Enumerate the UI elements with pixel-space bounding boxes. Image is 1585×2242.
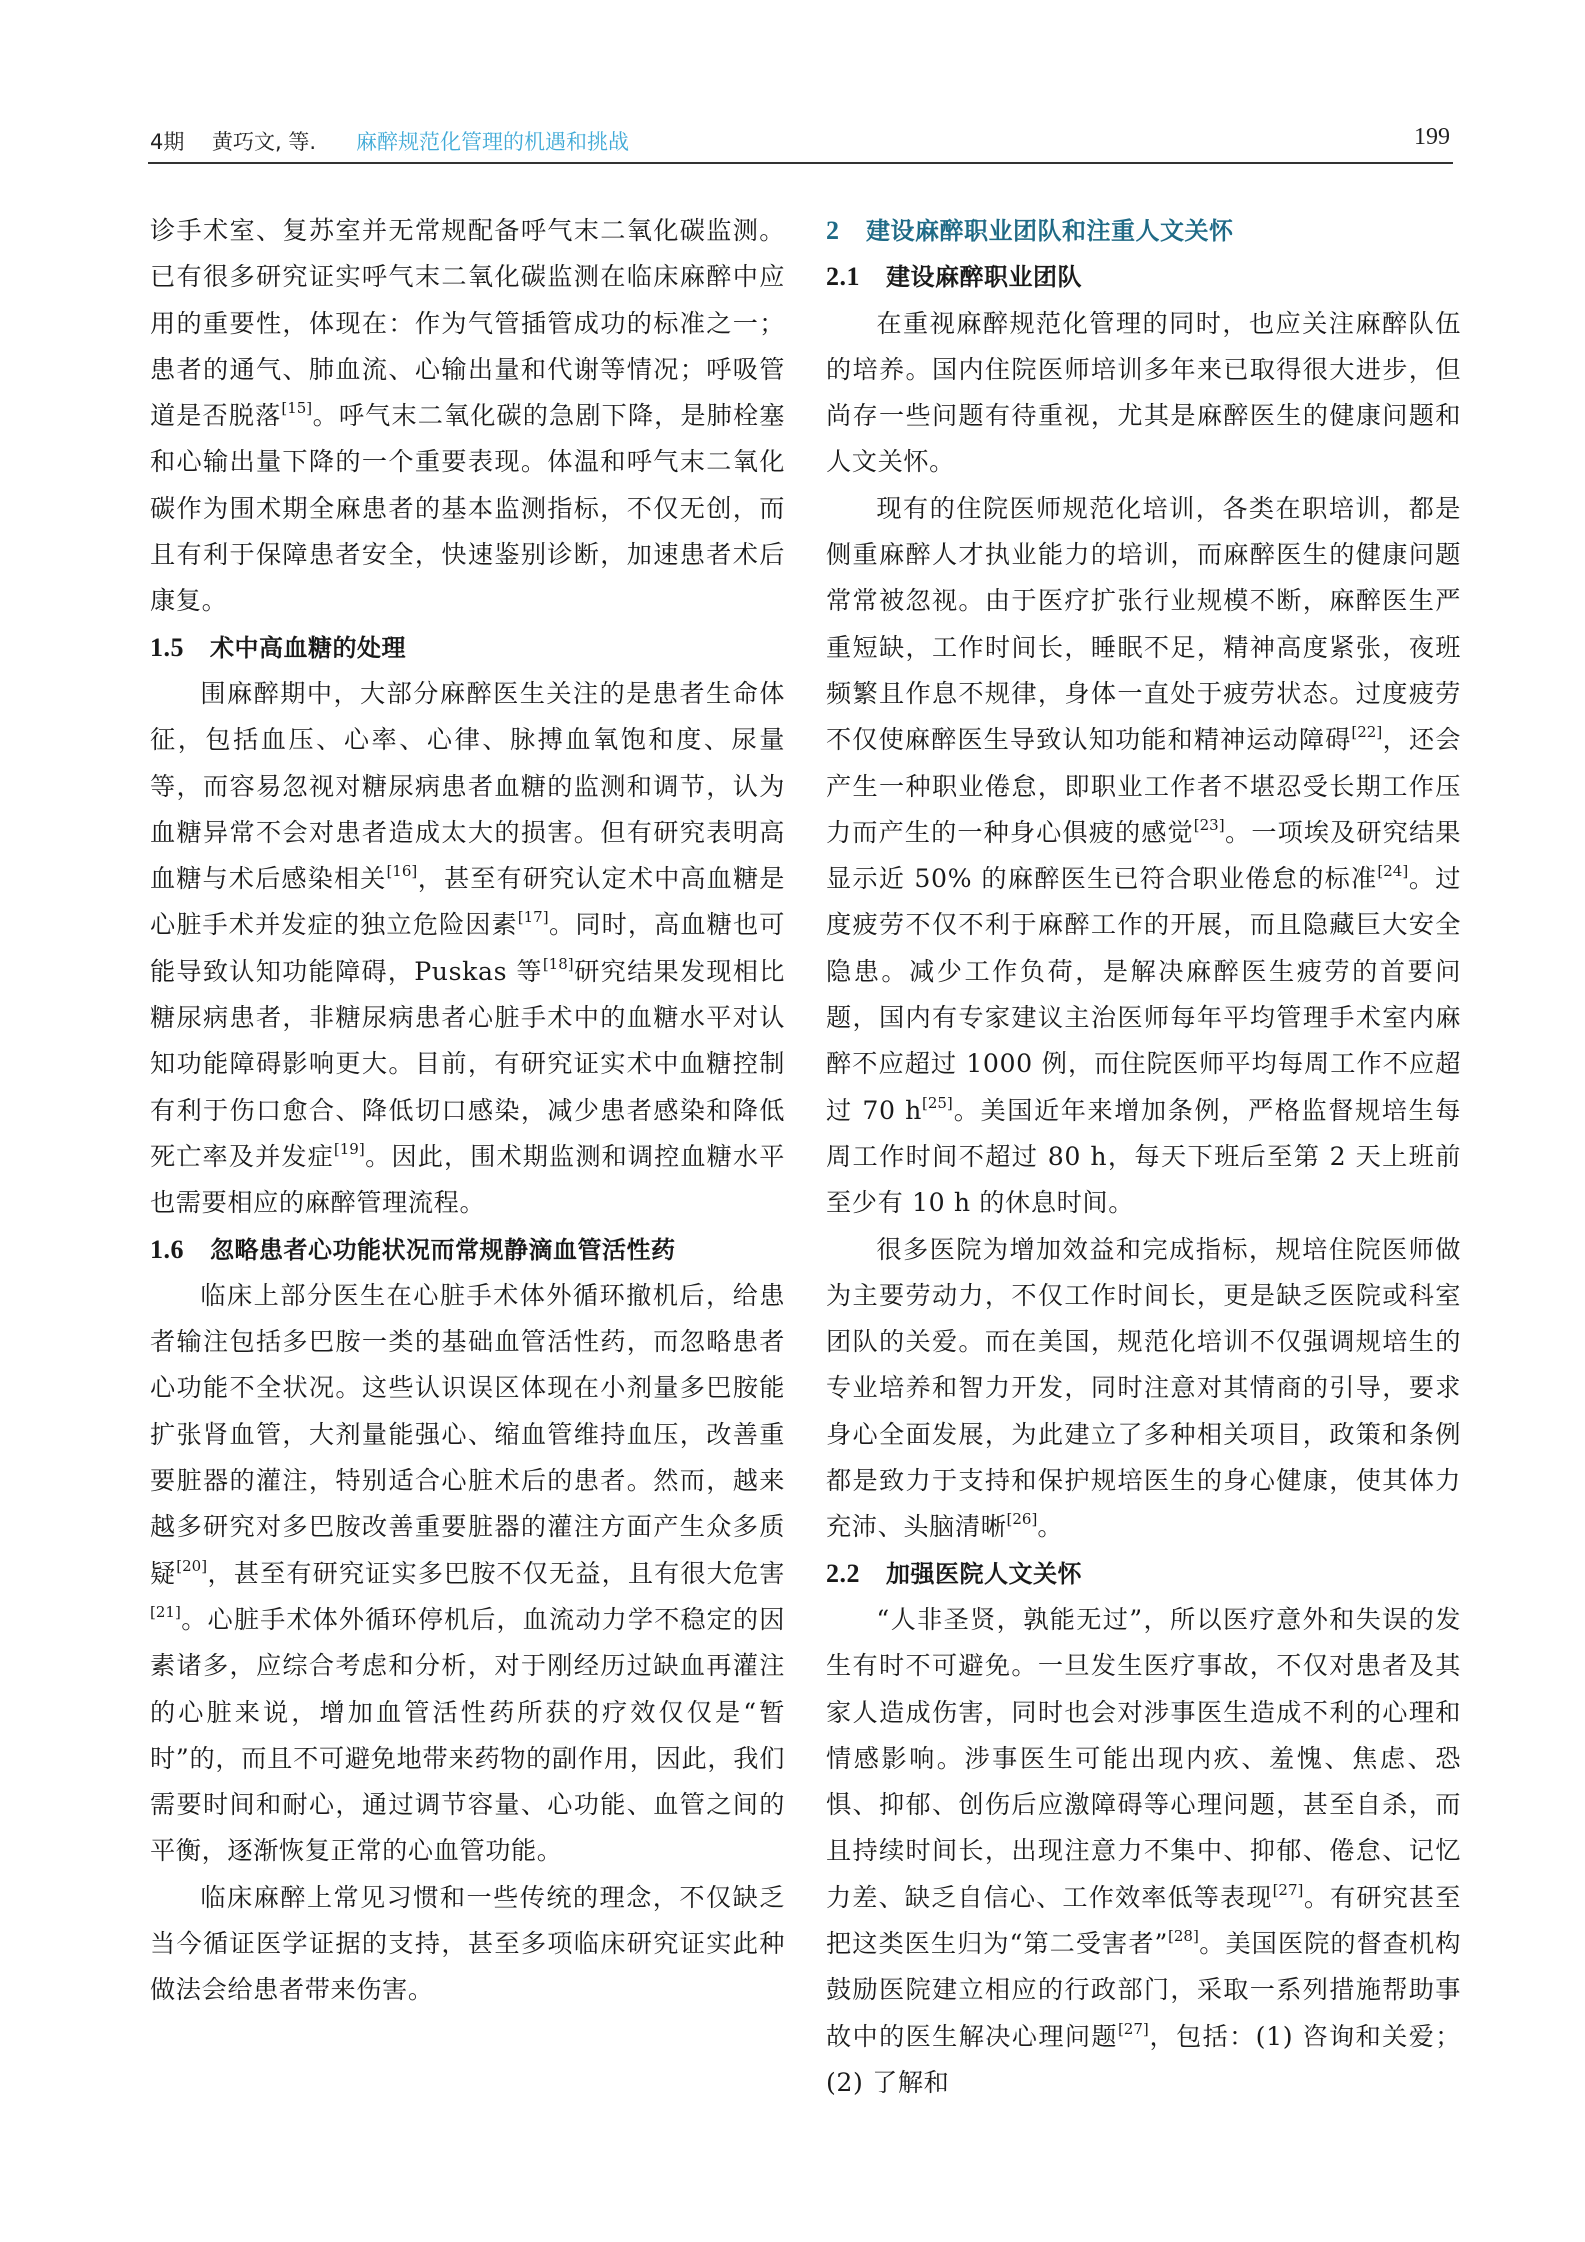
right-column bbox=[826, 208, 1461, 2106]
text-run: 围麻醉期中，大部分麻醉医生关注的是患者生命体征，包括血压、心率、心律、脉搏血氧饱和度、尿量等，而容易忽视对糖尿病患者血糖的监测和调节，认为血糖异常不会对患者造成太大的损害。但有研究表明高血糖与术后感染相关 bbox=[150, 678, 785, 894]
section-title: 建设麻醉职业团队 bbox=[886, 263, 1082, 292]
text-run: 很多医院为增加效益和完成指标，规培住院医师做为主要劳动力，不仅工作时间长，更是缺乏医院或科室团队的关爱。而在美国，规范化培训不仅强调规培生的专业培养和智力开发，同时注意对其情商的引导，要求身心全面发展，为此建立了多种相关项目，政策和条例都是致力于支持和保护规培医生的身心健康，使其体力充沛、头脑清晰 bbox=[826, 1234, 1461, 1542]
citation-22[interactable]: [22] bbox=[1351, 723, 1383, 742]
text-run: ，还会产生一种职业倦怠，即职业工作者不堪忍受长期工作压力而产生的一种身心俱疲的感觉 bbox=[826, 725, 1461, 847]
section-number: 2.1 bbox=[826, 262, 860, 292]
citation-16[interactable]: [16] bbox=[386, 862, 418, 881]
section-heading-2-1 bbox=[826, 254, 1461, 300]
article-title: 麻醉规范化管理的机遇和挑战 bbox=[356, 130, 629, 154]
section-number: 1.5 bbox=[150, 632, 184, 662]
section-number: 1.6 bbox=[150, 1234, 184, 1264]
text-run: 。过度疲劳不仅不利于麻醉工作的开展，而且隐藏巨大安全隐患。减少工作负荷，是解决麻醉医生疲劳的首要问题，国内有专家建议主治医师每年平均管理手术室内麻醉不应超过 1000 例，而住院医师平均每周工作不应超过 70 h bbox=[826, 864, 1462, 1125]
text-run: 临床麻醉上常见习惯和一些传统的理念，不仅缺乏当今循证医学证据的支持，甚至多项临床研究证实此种做法会给患者带来伤害。 bbox=[150, 1882, 785, 2005]
text-run: ，甚至有研究认定术中高血糖是心脏手术并发症的独立危险因素 bbox=[150, 864, 786, 940]
paragraph-fatigue bbox=[826, 486, 1461, 1227]
citation-25[interactable]: [25] bbox=[921, 1093, 953, 1112]
text-run: “人非圣贤，孰能无过”，所以医疗意外和失误的发生有时不可避免。一旦发生医疗事故，不仅对患者及其家人造成伤害，同时也会对涉事医生造成不利的心理和情感影响。涉事医生可能出现内疚、羞愧、焦虑、恐惧、抑郁、创伤后应激障碍等心理问题，甚至自杀，而且持续时间长，出现注意力不集中、抑郁、倦怠、记忆力差、缺乏自信心、工作效率低等表现 bbox=[826, 1604, 1461, 1912]
section-title: 加强医院人文关怀 bbox=[886, 1559, 1082, 1588]
citation-24[interactable]: [24] bbox=[1377, 862, 1409, 881]
citation-17[interactable]: [17] bbox=[517, 908, 549, 927]
text-run: 。美国近年来增加条例，严格监督规培生每周工作时间不超过 80 h，每天下班后至第 2 天上班前至少有 10 h 的休息时间。 bbox=[826, 1095, 1461, 1218]
text-run: 。有研究甚至把这类医生归为“第二受害者” bbox=[826, 1882, 1461, 1958]
text-run: 。因此，围术期监测和调控血糖水平也需要相应的麻醉管理流程。 bbox=[150, 1141, 785, 1218]
left-column bbox=[150, 208, 785, 2014]
page-number: 199 bbox=[1414, 124, 1450, 150]
text-run: 临床上部分医生在心脏手术体外循环撤机后，给患者输注包括多巴胺一类的基础血管活性药，而忽略患者心功能不全状况。这些认识误区体现在小剂量多巴胺能扩张肾血管，大剂量能强心、缩血管维持血压，改善重要脏器的灌注，特别适合心脏术后的患者。然而，越来越多研究对多巴胺改善重要脏器的灌注方面产生众多质疑 bbox=[150, 1280, 785, 1588]
text-run: 。美国医院的督查机构鼓励医院建立相应的行政部门，采取一系列措施帮助事故中的医生解决心理问题 bbox=[826, 1928, 1462, 2051]
issue-label: 4期 bbox=[150, 130, 185, 154]
citation-27b[interactable]: [27] bbox=[1117, 2019, 1149, 2038]
section-title: 建设麻醉职业团队和注重人文关怀 bbox=[866, 217, 1234, 245]
section-number: 2 bbox=[826, 216, 840, 245]
paragraph-resident-care bbox=[826, 1227, 1461, 1551]
text-run: 。同时，高血糖也可能导致认知功能障碍，Puskas 等 bbox=[150, 910, 786, 986]
text-run: 现有的住院医师规范化培训，各类在职培训，都是侧重麻醉人才执业能力的培训，而麻醉医生的健康问题常常被忽视。由于医疗扩张行业规模不断，麻醉医生严重短缺，工作时间长，睡眠不足，精神高度紧张，夜班频繁且作息不规律，身体一直处于疲劳状态。过度疲劳不仅使麻醉医生导致认知功能和精神运动障碍 bbox=[826, 493, 1461, 755]
paragraph-vasoactive-drugs bbox=[150, 1273, 785, 1875]
section-heading-2 bbox=[826, 208, 1461, 254]
paragraph-traditional-practices bbox=[150, 1875, 785, 2014]
paragraph-humanistic-care bbox=[826, 1597, 1461, 2106]
text-run: 。 bbox=[1037, 1512, 1064, 1542]
text-run: 。心脏手术体外循环停机后，血流动力学不稳定的因素诸多，应综合考虑和分析，对于刚经历过缺血再灌注的心脏来说，增加血管活性药所获的疗效仅仅是“暂时”的，而且不可避免地带来药物的副作用，因此，我们需要时间和耐心，通过调节容量、心功能、血管之间的平衡，逐渐恢复正常的心血管功能。 bbox=[150, 1604, 785, 1866]
citation-26[interactable]: [26] bbox=[1006, 1510, 1038, 1529]
text-run: 研究结果发现相比糖尿病患者，非糖尿病患者心脏手术中的血糖水平对认知功能障碍影响更大。目前，有研究证实术中血糖控制有利于伤口愈合、降低切口感染，减少患者感染和降低死亡率及并发症 bbox=[150, 956, 785, 1171]
text-run: ，包括：(1) 咨询和关爱；(2) 了解和 bbox=[826, 2021, 1461, 2097]
text-run: 。一项埃及研究结果显示近 50% 的麻醉医生已符合职业倦怠的标准 bbox=[826, 817, 1462, 894]
citation-27[interactable]: [27] bbox=[1272, 1880, 1304, 1899]
paragraph-co2-monitoring bbox=[150, 208, 785, 625]
section-heading-2-2 bbox=[826, 1551, 1461, 1597]
section-heading-1-6 bbox=[150, 1227, 785, 1273]
citation-21[interactable]: [21] bbox=[150, 1602, 181, 1621]
section-title: 术中高血糖的处理 bbox=[210, 633, 406, 662]
running-head bbox=[150, 124, 1450, 158]
text-run: 在重视麻醉规范化管理的同时，也应关注麻醉队伍的培养。国内住院医师培训多年来已取得很大进步，但尚存一些问题有待重视，尤其是麻醉医生的健康问题和人文关怀。 bbox=[826, 308, 1461, 477]
citation-20[interactable]: [20] bbox=[176, 1556, 208, 1575]
citation-19[interactable]: [19] bbox=[333, 1139, 365, 1158]
header-rule bbox=[148, 162, 1453, 164]
text-run: 。呼气末二氧化碳的急剧下降，是肺栓塞和心输出量下降的一个重要表现。体温和呼气末二氧化碳作为围术期全麻患者的基本监测指标，不仅无创，而且有利于保障患者安全，快速鉴别诊断，加速患者术后康复。 bbox=[150, 401, 786, 616]
citation-28[interactable]: [28] bbox=[1168, 1926, 1199, 1945]
text-run: ，甚至有研究证实多巴胺不仅无益，且有很大危害 bbox=[207, 1558, 785, 1588]
section-title: 忽略患者心功能状况而常规静滴血管活性药 bbox=[210, 1235, 676, 1264]
citation-15[interactable]: [15] bbox=[281, 399, 313, 418]
authors-label: 黄巧文, 等. bbox=[212, 130, 317, 154]
section-number: 2.2 bbox=[826, 1558, 860, 1588]
paragraph-team-building bbox=[826, 301, 1461, 486]
paragraph-hyperglycemia bbox=[150, 671, 785, 1227]
citation-18[interactable]: [18] bbox=[542, 954, 574, 973]
citation-23[interactable]: [23] bbox=[1193, 815, 1225, 834]
section-heading-1-5 bbox=[150, 625, 785, 671]
text-run: 诊手术室、复苏室并无常规配备呼气末二氧化碳监测。已有很多研究证实呼气末二氧化碳监测在临床麻醉中应用的重要性，体现在：作为气管插管成功的标准之一；患者的通气、肺血流、心输出量和代谢等情况；呼吸管道是否脱落 bbox=[150, 216, 785, 431]
